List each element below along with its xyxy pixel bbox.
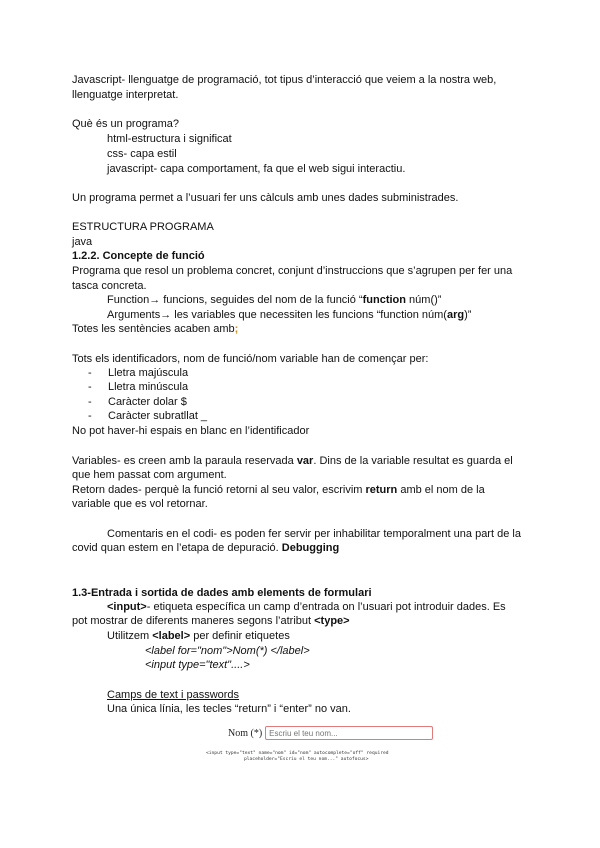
program-item-css: css- capa estil (107, 148, 177, 160)
section-heading-function: 1.2.2. Concepte de funció (72, 250, 205, 262)
semicolon-highlight: ; (234, 323, 239, 335)
identifiers-outro: No pot haver-hi espais en blanc en l’identificador (72, 425, 310, 437)
structure-lang: java (72, 236, 93, 248)
statements-line: Totes les sentències acaben amb; (72, 323, 239, 335)
variables-line-2: que hem passat com argument. (72, 469, 227, 481)
code-example-label: <label for="nom">Nom(*) </label> (145, 645, 310, 657)
code-example-input: <input type="text"....> (145, 659, 250, 671)
comments-line-1: Comentaris en el codi- es poden fer servir per inhabilitar temporalment una part de la (107, 528, 521, 540)
name-input[interactable] (265, 726, 433, 740)
structure-title: ESTRUCTURA PROGRAMA (72, 221, 214, 233)
function-definition-1: Programa que resol un problema concret, conjunt d’instruccions que s’agrupen per fer una (72, 265, 513, 277)
code-snippet-line-2: placeholder="Escriu el teu nom..." autofocus> (244, 757, 369, 762)
function-definition-2: tasca concreta. (72, 280, 147, 292)
variables-line-1: Variables- es creen amb la paraula reservada var. Dins de la variable resultat es guarda el (72, 455, 513, 467)
name-label: Nom (*) (228, 727, 263, 739)
comments-line-2: covid quan estem en l’etapa de depuració. Debugging (72, 542, 340, 554)
subheading-text-fields: Camps de text i passwords (107, 689, 240, 701)
identifiers-intro: Tots els identificadors, nom de funció/nom variable han de començar per: (72, 353, 429, 365)
input-line-2: pot mostrar de diferents maneres segons l’atribut <type> (72, 615, 350, 627)
function-line: Function→ funcions, seguides del nom de la funció “function núm()” (107, 294, 442, 306)
return-line-2: variable que es vol retornar. (72, 498, 208, 510)
single-line-note: Una única línia, les tecles “return” i “enter” no van. (107, 703, 351, 715)
return-line-1: Retorn dades- perquè la funció retorni al seu valor, escrivim return amb el nom de la (72, 484, 485, 496)
input-line-1: <input>- etiqueta específica un camp d’entrada on l’usuari pot introduir dades. Es (107, 601, 506, 613)
intro-line-1: Javascript- llenguatge de programació, tot tipus d’interacció que veiem a la nostra web, (72, 74, 497, 86)
program-definition: Un programa permet a l’usuari fer uns càlculs amb unes dades subministrades. (72, 192, 459, 204)
program-item-html: html-estructura i significat (107, 133, 232, 145)
section-heading-forms: 1.3-Entrada i sortida de dades amb elements de formulari (72, 587, 372, 599)
program-item-js: javascript- capa comportament, fa que el web sigui interactiu. (107, 163, 406, 175)
label-line: Utilitzem <label> per definir etiquetes (107, 630, 290, 642)
intro-line-2: llenguatge interpretat. (72, 89, 179, 101)
question-line: Què és un programa? (72, 118, 180, 130)
document-page: Javascript- llenguatge de programació, tot tipus d’interacció que veiem a la nostra web, llenguatge interpretat. Què és un programa? html-estructura i significat css- capa estil javascript- capa comportament, fa que el web sigui interactiu. Un programa permet a l’usuari fer uns càlculs amb unes dades subministrades. ESTRUCTURA PROGRAMA java 1.2.2. Concepte de funció Programa que resol un problema concret, conjunt d’instruccions que s’agrupen per fer una tasca concreta. Function→ funcions, seguides del nom de la funció “function núm()” Arguments→ les variables que necessiten les funcions “function núm(arg)” Totes les sentències acaben amb; Tots els identificadors, nom de funció/nom variable han de començar per: - Lletra majúscula - Lletra minúscula - Caràcter dolar $ - Caràcter subratllat _ No pot haver-hi espais en blanc en l’identificador Variables- es creen amb la paraula reservada var. Dins de la variable resultat es guarda el que hem passat com argument. Retorn dades- perquè la funció retorni al seu valor, escrivim return amb el nom de la variable que es vol retornar. Comentaris en el codi- es poden fer servir per inhabilitar temporalment una part de la covid quan estem en l’etapa de depuració. Debugging 1.3-Entrada i sortida de dades amb elements de formulari <input>- etiqueta específica un camp d’entrada on l’usuari pot introduir dades. Es pot mostrar de diferents maneres segons l’atribut <type> Utilitzem <label> per definir etiquetes <label for="nom">Nom(*) </label> <input type="text"....> Camps de text i passwords Una única línia, les tecles “return” i “enter” no van. Nom (*) Escriu el teu nom... <input type="text" name="nom" id="nom" autocomplete="off" required placeholder="Escriu el teu nom..." autofocus> (0, 0, 600, 848)
arguments-line: Arguments→ les variables que necessiten les funcions “function núm(arg)” (107, 309, 472, 321)
code-snippet-line-1: <input type="text" name="nom" id="nom" autocomplete="off" required (206, 751, 389, 756)
name-form-row (228, 725, 433, 741)
